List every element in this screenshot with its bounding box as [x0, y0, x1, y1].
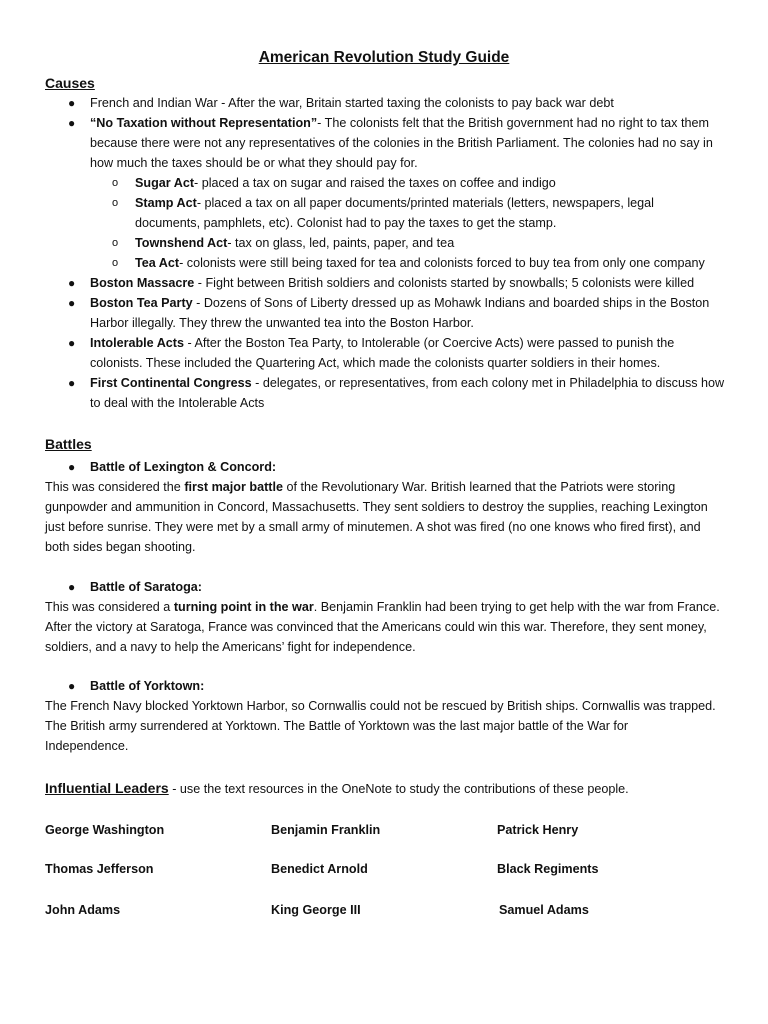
circle-bullet-icon: o	[112, 197, 119, 209]
list-item-french-indian: ● French and Indian War - After the war, Britain started taxing the colonists to pay back war debt	[90, 93, 730, 113]
circle-bullet-icon: o	[112, 237, 119, 249]
leader-name: Benedict Arnold	[271, 862, 368, 876]
leader-name: Benjamin Franklin	[271, 823, 381, 837]
battles-heading: Battles	[45, 436, 92, 452]
circle-bullet-icon: o	[112, 257, 119, 269]
bullet-icon: ●	[68, 296, 76, 310]
leader-name: John Adams	[45, 903, 121, 917]
battle-saratoga-text: This was considered a turning point in the war. Benjamin Franklin had been trying to get help with the war from France. After the victory at Saratoga, France was convinced that the Americans could win this war. Therefore, they sent money, soldiers, and a navy to help the Americans’ fight for independence.	[45, 600, 720, 654]
battle-lexington-text: This was considered the first major battle of the Revolutionary War. British learned that the Patriots were storing gunpowder and ammunition in Concord, Massachusetts. They sent soldiers to destroy the supplies, reaching Lexington just before sunrise. They were met by a small army of minutemen. A shot was fired (no one knows who fired first), and both sides began shooting.	[45, 480, 708, 554]
circle-bullet-icon: o	[112, 177, 119, 189]
bullet-icon: ●	[68, 580, 76, 594]
bullet-icon: ●	[68, 276, 76, 290]
list-item-stamp-act: o Stamp Act- placed a tax on all paper documents/printed materials (letters, newspapers, legal documents, pamphlets, etc). Colonist had to pay the taxes to get the stamp.	[135, 193, 725, 233]
list-item-boston-tea-party: ● Boston Tea Party - Dozens of Sons of Liberty dressed up as Mohawk Indians and boarded ships in the Boston Harbor illegally. They threw the unwanted tea into the Boston Harbor.	[90, 293, 730, 333]
battle-saratoga-heading: ● Battle of Saratoga:	[90, 577, 202, 597]
leader-name: George Washington	[45, 823, 165, 837]
leader-name: King George III	[271, 903, 361, 917]
list-item-first-continental-congress: ● First Continental Congress - delegates, or representatives, from each colony met in Philadelphia to discuss how to deal with the Intolerable Acts	[90, 373, 730, 413]
bullet-icon: ●	[68, 96, 76, 110]
causes-heading: Causes	[45, 75, 95, 91]
list-item-tea-act: o Tea Act- colonists were still being taxed for tea and colonists forced to buy tea from only one company	[135, 253, 725, 273]
leader-name: Patrick Henry	[497, 823, 579, 837]
bullet-icon: ●	[68, 336, 76, 350]
leaders-heading-row	[45, 778, 745, 799]
bullet-icon: ●	[68, 460, 76, 474]
list-item-boston-massacre: ● Boston Massacre - Fight between British soldiers and colonists started by snowballs; 5 colonists were killed	[90, 273, 730, 293]
leaders-note: - use the text resources in the OneNote to study the contributions of these people.	[168, 782, 629, 796]
page-title: American Revolution Study Guide	[258, 49, 510, 66]
list-item-no-taxation: ● “No Taxation without Representation”- The colonists felt that the British government had no right to tax them because there were not any representatives of the colonies in the British Parliament. The colonies had no say in how much the taxes should be or what they should pay for.	[90, 113, 730, 173]
list-item-sugar-act: o Sugar Act- placed a tax on sugar and raised the taxes on coffee and indigo	[135, 173, 725, 193]
leaders-heading: Influential Leaders	[45, 780, 169, 796]
leader-name: Samuel Adams	[499, 903, 589, 917]
list-item-townshend-act: o Townshend Act- tax on glass, led, paints, paper, and tea	[135, 233, 725, 253]
battle-lexington-heading: ● Battle of Lexington & Concord:	[90, 457, 276, 477]
list-item-intolerable-acts: ● Intolerable Acts - After the Boston Tea Party, to Intolerable (or Coercive Acts) were passed to punish the colonists. These included the Quartering Act, which made the colonists quarter soldiers in their homes.	[90, 333, 730, 373]
bullet-icon: ●	[68, 679, 76, 693]
battle-yorktown-text: The French Navy blocked Yorktown Harbor, so Cornwallis could not be rescued by British ships. Cornwallis was trapped. The British army surrendered at Yorktown. The Battle of Yorktown was the last major battle of the War for Independence.	[45, 699, 716, 753]
battle-yorktown-heading: ● Battle of Yorktown:	[90, 676, 204, 696]
bullet-icon: ●	[68, 116, 76, 130]
bullet-icon: ●	[68, 376, 76, 390]
leader-name: Black Regiments	[497, 862, 599, 876]
leader-name: Thomas Jefferson	[45, 862, 154, 876]
